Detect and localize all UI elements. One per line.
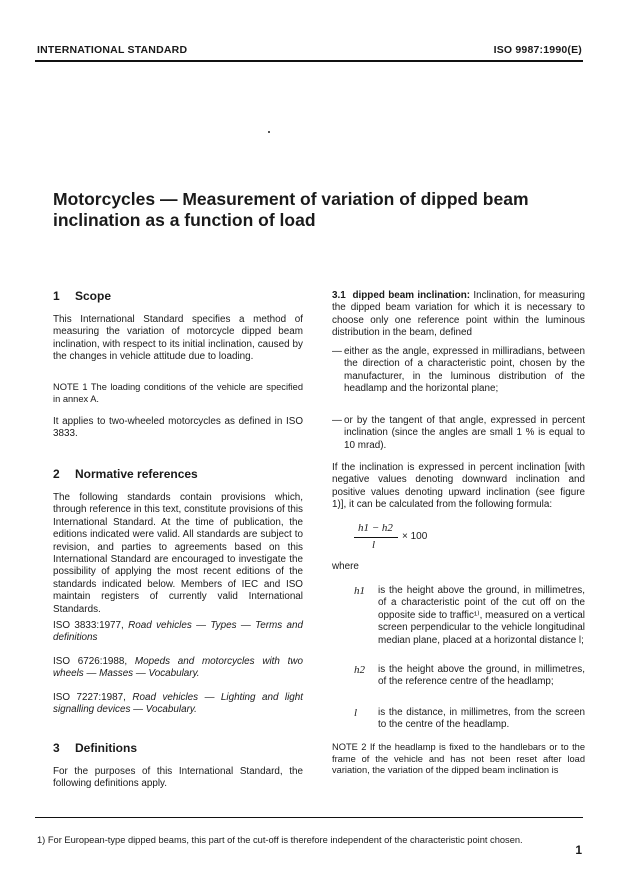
symbol: l: [354, 707, 358, 719]
reference-iso-3833: [53, 620, 303, 645]
symbol-text: is the height above the ground, in millimetres, of a characteristic point of the cut off on the opposite side to traffic¹⁾, measured on a vertical screen perpendicular to the vehicle longitudinal median plane, placed at a horizontal distance l;: [378, 585, 585, 646]
title-line-2: inclination as a function of load: [53, 210, 316, 230]
dash-item-tangent: [332, 415, 585, 455]
definition-number: 3.1: [332, 290, 346, 301]
page-number: 1: [575, 843, 582, 857]
left-column: [53, 0, 303, 878]
symbol-definition-h2: [354, 664, 585, 704]
footnote: 1) For European-type dipped beams, this part of the cut-off is therefore independent of the characteristic point chosen.: [37, 835, 523, 845]
section-1-title: Scope: [75, 289, 112, 303]
formula-factor: × 100: [402, 531, 428, 542]
section-1-heading: [53, 290, 111, 302]
section-3-heading: [53, 742, 137, 754]
symbol: h2: [354, 664, 365, 676]
dash-marker: —: [332, 346, 342, 357]
formula-denominator-text: l: [372, 539, 376, 551]
ref-code: ISO 6726:1988,: [53, 656, 128, 667]
ref-code: ISO 7227:1987,: [53, 692, 126, 703]
formula-fraction-bar: [354, 537, 398, 538]
ref-title: Road vehicles — Lighting and light signalling devices — Vocabulary.: [53, 692, 304, 716]
formula-denominator: [372, 539, 375, 551]
ref-title: Road vehicles — Types — Terms and definitions: [53, 620, 303, 644]
footnote-rule: [35, 817, 583, 818]
header-standard-label: INTERNATIONAL STANDARD: [37, 44, 188, 56]
note-1: NOTE 1 The loading conditions of the vehicle are specified in annex A.: [53, 382, 303, 404]
definition-text: Inclination, for measuring the dipped beam variation for which it is necessary to choose only one reference point within the luminous distribution in the beam, defined: [332, 290, 585, 339]
symbol-definition-h1: [354, 585, 585, 665]
dash-marker: —: [332, 415, 342, 426]
dash-item-angle: [332, 346, 585, 396]
section-1-number: 1: [53, 289, 60, 303]
symbol: h1: [354, 585, 365, 597]
right-column: [332, 0, 585, 878]
formula-intro: If the inclination is expressed in percent inclination [with negative values denoting downward inclination and positive values denoting upward inclination (see figure 1)], it can be calculated from the following formula:: [332, 462, 585, 511]
scope-paragraph: This International Standard specifies a method of measuring the variation of motorcycle dipped beam inclination, with respect to its initial inclination, caused by the changes in vehicle attitude due to loading.: [53, 314, 303, 363]
title-line-1: Motorcycles — Measurement of variation of dipped beam: [53, 189, 529, 209]
symbol-text: is the height above the ground, in millimetres, of the reference centre of the headlamp;: [378, 664, 585, 688]
reference-iso-7227: [53, 692, 303, 717]
symbol-definition-l: [354, 707, 585, 733]
section-3-number: 3: [53, 741, 60, 755]
definitions-paragraph: For the purposes of this International Standard, the following definitions apply.: [53, 766, 303, 790]
formula-numerator-text: h1 − h2: [358, 522, 393, 534]
ref-code: ISO 3833:1977,: [53, 620, 124, 631]
dash-item-text: either as the angle, expressed in milliradians, between the direction of a characteristic point, chosen by the manufacturer, in the luminous distribution of the headlamp and the horizontal plane;: [344, 346, 585, 395]
ref-title: Mopeds and motorcycles with two wheels — Masses — Vocabulary.: [53, 656, 303, 680]
dash-item-text: or by the tangent of that angle, expressed in percent inclination (since the angles are small 1 % is equal to 10 mrad).: [344, 415, 585, 451]
symbol-text: is the distance, in millimetres, from the screen to the centre of the headlamp.: [378, 707, 585, 731]
note-2: NOTE 2 If the headlamp is fixed to the handlebars or to the frame of the vehicle and has not been reset after load variation, the variation of the dipped beam inclination is: [332, 742, 585, 776]
section-2-heading: [53, 468, 198, 480]
section-2-title: Normative references: [75, 467, 198, 481]
section-3-title: Definitions: [75, 741, 137, 755]
where-label: where: [332, 561, 359, 572]
scope-applicability: It applies to two-wheeled motorcycles as defined in ISO 3833.: [53, 416, 303, 440]
formula-numerator: [358, 522, 393, 534]
definition-3-1: [332, 290, 585, 340]
reference-iso-6726: [53, 656, 303, 681]
header-document-id: ISO 9987:1990(E): [493, 44, 582, 56]
section-2-number: 2: [53, 467, 60, 481]
normative-refs-paragraph: The following standards contain provisions which, through reference in this text, constitute provisions of this International Standard. At the time of publication, the editions indicated were valid. All standards are subject to revision, and parties to agreements based on this International Standard are encouraged to investigate the possibility of applying the most recent editions of the standards indicated below. Members of IEC and ISO maintain registers of currently valid International Standards.: [53, 492, 303, 615]
definition-term: dipped beam inclination:: [352, 290, 471, 301]
